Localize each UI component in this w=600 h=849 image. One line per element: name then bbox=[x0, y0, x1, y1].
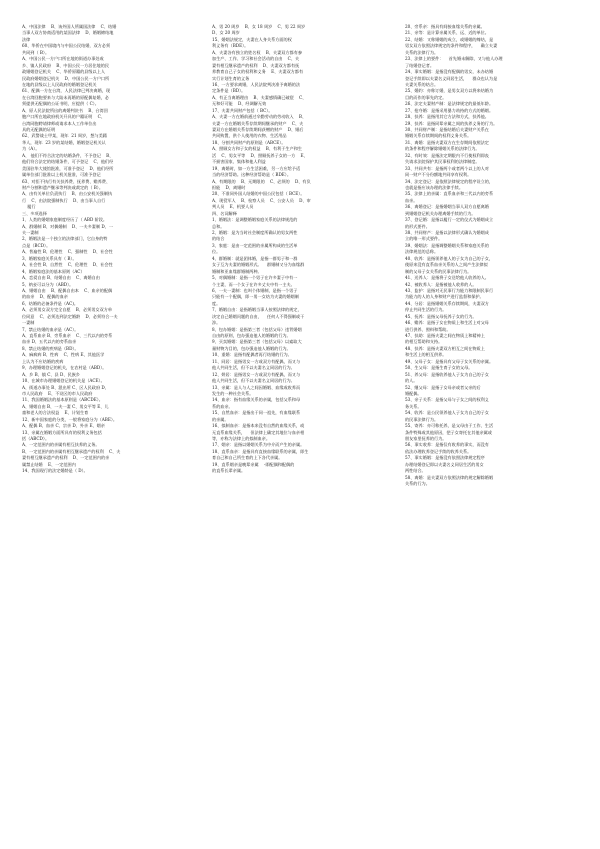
text-line: 的相互帮助和支持。 bbox=[405, 339, 443, 345]
text-line: 也就是指应该办理的法律手续。 bbox=[405, 184, 463, 190]
text-line: 8、禁止结婚的疾病是（BD）。 bbox=[22, 345, 79, 351]
text-line: 法律 bbox=[22, 36, 31, 42]
text-line: 养教育自己子女的权利和义务 E、夫妻双方都有 bbox=[212, 69, 304, 75]
text-line: 8、包办婚姻：是指第三者（包括父母）违背婚姻 bbox=[212, 326, 302, 332]
text-line: 制的父母子女关系的民事法律行为。 bbox=[405, 268, 472, 274]
text-line: 57、事实婚姻：是指没有依照法律规定程序 bbox=[405, 455, 485, 461]
text-line: 他人共同生活，但不以夫妻名义同居的行为。 bbox=[212, 378, 295, 384]
text-line: 33、共同共有：是指两个或者两个以上的人对 bbox=[405, 165, 489, 171]
text-line: 女子互为夫妻的婚姻形式。 群婚制又分为血缘群 bbox=[212, 262, 305, 268]
text-line: 2、婚姻：是为当时社会制度所确认的男女两性 bbox=[212, 230, 298, 235]
text-line: 25、婚约：亦称订婚，是男女双方以将来结婚为 bbox=[405, 88, 494, 94]
text-line: 当的经济帮助。这种经济帮助是（ BDE）。 bbox=[212, 172, 292, 178]
text-line: 3、婚姻家庭关系具有（ B）。 bbox=[22, 255, 77, 261]
text-line: 位同意 C、必须达到法定婚龄 D、必须符合一夫 bbox=[22, 313, 118, 319]
text-line: A、有正当离婚理由 B、夫妻感情确已破裂 C、 bbox=[212, 94, 307, 100]
text-line: 定条件是（BD）。 bbox=[212, 88, 246, 94]
text-column-right bbox=[405, 24, 582, 836]
text-line: 11、我国婚姻法的基本原则是（ABCDE）。 bbox=[22, 397, 103, 403]
text-line: 利义务有（BDE）。 bbox=[212, 43, 249, 49]
text-line: 11、同居：是指男女一方或双方有配偶，而又与 bbox=[212, 358, 301, 364]
text-line: 自由的原则，包办强迫他人的婚姻的行为。 bbox=[212, 333, 291, 338]
text-line: 10、重婚：是指有配偶者再行结婚的行为。 bbox=[212, 352, 292, 358]
text-line: 夫一妻制 bbox=[22, 230, 39, 235]
text-line: A、照顾女方和子女的权益 B、有利于生产和生 bbox=[212, 146, 302, 152]
text-line: 7、禁止结婚的血亲是（AC）。 bbox=[22, 326, 79, 332]
text-line: 6、结婚的必备条件是（AC)。 bbox=[22, 300, 78, 306]
text-line: 10、在城市办理婚姻登记的机关是（ACE）。 bbox=[22, 378, 105, 384]
text-line: 30、共同财产制：是指结婚后夫妻财产关系在 bbox=[405, 127, 489, 132]
text-line: 13、亲属在婚姻方面所具有的权利义务包括 bbox=[22, 429, 102, 435]
text-line: 43、监护：是指对无民事行为能力和限制民事行 bbox=[405, 287, 494, 293]
text-line: 他们符合法定的结婚条件，可予登记 C、他们经 bbox=[22, 159, 114, 165]
text-line: 48、扶养：是指夫妻双方相互之间在物质上 bbox=[405, 345, 485, 351]
text-line: A、婚姻自由 B、一夫一妻 C、男女平等 E、儿 bbox=[22, 403, 109, 409]
text-column-middle bbox=[212, 24, 388, 836]
text-line: 华人，现年 23 岁的某结婚，婚姻登记机关认 bbox=[22, 139, 106, 145]
text-line: A、中国法律 B、该外国人所属国法律 C、结婚 bbox=[22, 24, 117, 29]
text-line: 妻有相互继承遗产的权利 D、一定范围内的亲 bbox=[22, 455, 110, 461]
text-line: 14、我国现行的法定婚龄是（ D）。 bbox=[22, 468, 88, 474]
text-line: 系的血亲。 bbox=[212, 403, 233, 409]
text-line: 美国驻华大使馆批准，可准予登记 D、他们经所 bbox=[22, 165, 114, 171]
text-line: 量财物为目的，包办强迫他人婚姻的行为。 bbox=[212, 345, 291, 351]
text-line: 条件特殊或其他原因，把子女寄托在其他亲属或 bbox=[405, 429, 492, 435]
text-line: 童和老人的合法权益 E、计划生育 bbox=[22, 410, 89, 416]
text-line: 不损害国家、集体和他人利益 bbox=[212, 159, 266, 165]
text-line: 实行计划生育的义务 bbox=[212, 75, 250, 81]
text-line: 属单位部门批准以上机关批准，可准予登记 bbox=[22, 172, 101, 178]
text-line: 朋友家里抚养的行为。 bbox=[405, 436, 447, 441]
text-line: 婚制和亚血缘群婚制两种。 bbox=[212, 268, 262, 274]
text-line: 加生产、工作、学习和社会活动的自由 C、夫 bbox=[212, 56, 300, 62]
text-line: 62、武警战士甲某，现年 21 周岁，想与美籍 bbox=[22, 133, 107, 139]
text-line: 53、亲子关系：是指父母与子女之间的权利义 bbox=[405, 397, 489, 403]
text-line: 位。 bbox=[212, 249, 221, 255]
text-line: 当事人双方协商适用的某国法律 D、婚姻缔结地 bbox=[22, 30, 114, 36]
text-line: 履行 bbox=[22, 204, 36, 210]
text-line: 20、旁系亲：指具有间接血缘关系的亲属。 bbox=[405, 24, 485, 29]
text-line: 1、婚姻法：是调整婚姻家庭关系的法律规范的 bbox=[212, 217, 298, 223]
text-line: 担能 D、离婚时 bbox=[212, 184, 246, 190]
text-line: 关系的行为。 bbox=[405, 481, 430, 487]
text-line: 上认为不应结婚的疾病 bbox=[22, 358, 64, 364]
text-line: A、配偶 B、血亲 C、宗亲 D、外亲 E、姻亲 bbox=[22, 423, 105, 429]
text-line: B、一定范围内的亲属有相互继承遗产的权利 C、夫 bbox=[22, 448, 121, 454]
text-line: 夫妻关系的结合。 bbox=[405, 81, 439, 87]
text-line: 17、夫妻共同财产包括（ BC）。 bbox=[212, 107, 273, 113]
text-line: A、群婚制 B、对偶婚制 D、一夫多妻制 D、一 bbox=[22, 223, 113, 229]
text-line: 的直系长辈亲属。 bbox=[212, 468, 246, 474]
text-line: 办理结婚登记即以夫妻名义同居生活的男女 bbox=[405, 461, 484, 467]
text-line: 54、收养：是公民领养他人子女为自己的子女 bbox=[405, 410, 489, 416]
text-line: 56、事实收养：是指仅有收养的事实，而没有 bbox=[405, 442, 489, 448]
text-line: 的亲属。 bbox=[212, 416, 229, 422]
text-line: 在地的县级以上人民政府的婚姻登记机关 bbox=[22, 81, 97, 87]
text-line: 42、被收养人：是指被他人收养的人。 bbox=[405, 281, 477, 287]
text-line: 和生活上的相互供养。 bbox=[405, 352, 447, 358]
text-line: 妻有相互继承遗产的权利 D、夫妻双方都有抚 bbox=[212, 62, 300, 68]
text-line: 19、直系姻亲是晚辈亲属 -即配偶和配偶的 bbox=[212, 461, 295, 467]
text-line: 38、共同财产：是指以法律形式确认为婚姻成 bbox=[405, 230, 489, 235]
text-line: 妻双方在婚姻关系存续期间获赠的财产 D、婚后 bbox=[212, 127, 304, 132]
text-line: 判人员 E、机要人员 bbox=[212, 204, 254, 210]
text-line: 18、直系血亲：是指具有直接血缘联系的亲属，即生 bbox=[212, 448, 309, 454]
text-column-left bbox=[22, 24, 198, 836]
text-line: 63、对拒不执行有关扶养费、抚养费、赡养费、 bbox=[22, 178, 111, 184]
text-line: 14、血亲：指有血缘关系的亲属，包括父系和母 bbox=[212, 397, 301, 403]
text-line: 涉。 bbox=[212, 320, 221, 326]
text-line: 5、纳妾可以分为（ABD）。 bbox=[22, 281, 74, 287]
text-line: 失请求法院保护其民事权利的法律制度。 bbox=[405, 159, 480, 165]
text-line: A、恋爱自由 B、结婚自由 C、离婚自由 bbox=[22, 275, 100, 281]
text-line: A、 他们不符合法定的结婚条件，不予登记 B、 bbox=[22, 152, 114, 158]
text-line: 6、一夫一妻制：也叫个体婚制，是指一个男子 bbox=[212, 287, 298, 293]
text-line: 34、法定登记：是依照法律规定的程序设立的， bbox=[405, 178, 494, 184]
text-line: 21、亲等：是计算亲属关系、远、近的单位。 bbox=[405, 30, 489, 36]
text-line: 同一财产不分份额地共同享有权利。 bbox=[405, 172, 472, 178]
text-line: 12、姘居：是指男女一方或双方有配偶，而又与 bbox=[212, 371, 301, 377]
text-line: 46、赡养：是指子女在物质上和生活上对父母 bbox=[405, 320, 489, 326]
text-line: 他人共同生活，但不以夫妻名义同居的行为。 bbox=[212, 365, 295, 371]
text-line: 两性结合。 bbox=[405, 468, 426, 474]
text-line: 15、婚姻法规定，夫妻在人身关系方面的权 bbox=[212, 36, 292, 42]
text-line: 的民事法律行为。 bbox=[405, 416, 439, 422]
text-line: 50、生父母：是指生育子女的父母。 bbox=[405, 365, 473, 371]
text-line: 26、法定夫妻财产制：是法律规定的最低年龄。 bbox=[405, 101, 494, 107]
text-line: 等，亦称为法律上的拟制血亲。 bbox=[212, 436, 270, 441]
text-line: 16、一方要求离婚，人民法院判决准予离婚的法 bbox=[212, 81, 301, 87]
text-line: 的条件和程序解除婚姻关系的法律行为。 bbox=[405, 146, 480, 152]
text-line: 1、人类的婚姻家庭制度经历了（ ABD 阶段。 bbox=[22, 217, 108, 223]
text-line: 23、法律上的要件： 首先婚未解除，又与他人办理 bbox=[405, 56, 503, 62]
text-line: 市人民政府 E、不设区的市人民政府 bbox=[22, 390, 93, 396]
text-line: 进行供养、照料和帮助。 bbox=[405, 326, 451, 332]
text-line: A、由有关单位负责执行 B、由公安机关强制执 bbox=[22, 191, 112, 197]
text-line: D、女 20 周岁 bbox=[212, 30, 240, 36]
text-line: 52、继父母：是指子女母亲或者父亲的后 bbox=[405, 384, 481, 390]
text-line: A、夫妻一方在婚前通过辛勤劳动的劳动收入 B、 bbox=[212, 114, 307, 120]
text-line: 具的无配偶的证明 bbox=[22, 127, 56, 132]
text-line: 40、收养：是指领养他人的子女为自己的子女， bbox=[405, 255, 494, 261]
text-line: 立的唯一形式要件。 bbox=[405, 236, 443, 242]
text-line: 39、婚姻法：是指调整婚姻关系和家庭关系的 bbox=[405, 242, 489, 248]
text-line: 61、配偶一方在台湾，人民法律已判决离婚，现 bbox=[22, 88, 111, 94]
text-line: A、现役军人 B、检察人员 C、公安人员 D、审 bbox=[212, 197, 311, 203]
text-line: 在台湾回胞要来与大陆未再婚的原配偶复婚，必 bbox=[22, 94, 109, 100]
text-line: A、乡 B、镇 C、县 D、民族乡 bbox=[22, 371, 80, 377]
text-line: A、普遍性 B、伦理性 C、强制性 D、社会性 bbox=[22, 249, 113, 255]
text-line: 民政府婚姻登记机关 D、中国公民一方户口所 bbox=[22, 75, 110, 81]
text-line: 共同到（ B）。 bbox=[22, 49, 50, 55]
text-line: 5、对偶婚制：是指一个男子在许多妻子中有一 bbox=[212, 275, 298, 281]
text-line: 60、华侨在中国境内与中国公民结婚，双方必须 bbox=[22, 43, 111, 49]
text-line: 乡、镇人民政府 B、中国公民一方居住地的民 bbox=[22, 62, 109, 68]
text-line: 关系的法律行为。 bbox=[405, 49, 439, 55]
text-line: 停止共同生活的行为。 bbox=[405, 307, 447, 313]
text-line: A、社会性 B、自然性 C、伦理性 D、社会性 bbox=[22, 262, 113, 268]
text-line: 45、抚养：是指父母抚养子女的行为。 bbox=[405, 313, 477, 319]
text-line: 财产分割和遗产继承等判决或裁定的（ B）。 bbox=[22, 184, 103, 190]
text-line: A、婚姻自由 B、配偶自由本 C、血亲的配偶 bbox=[22, 287, 113, 293]
text-line: 4、婚姻家庭法的基本原则（AC） bbox=[22, 268, 85, 274]
text-line: 19、离婚时，如一方生活困难，另一方应给予适 bbox=[212, 165, 301, 171]
text-line: 胞户口所在地政府机关开具的户籍证明 C、 bbox=[22, 114, 105, 120]
text-line: 政婚姻登记机关 C、华侨原籍的县级以上人 bbox=[22, 69, 105, 75]
text-line: 为（A）。 bbox=[22, 146, 40, 152]
text-line: 3、家庭：是由一定范围的亲属所构成的生活单 bbox=[212, 242, 298, 248]
text-line: 须提供无配偶的公证书明，应提供（ C）。 bbox=[22, 101, 99, 107]
text-line: 9、买卖婚姻：是指第三者（包括父母）以索取大 bbox=[212, 339, 302, 345]
text-line: 婚配偶。 bbox=[405, 390, 422, 396]
text-line: 4、群婚制：就是团体婚，是指一群男子和一群 bbox=[212, 255, 298, 261]
text-line: 共同购置，供个人使用的衣物、生活用品 bbox=[212, 133, 287, 139]
text-line: 无和好可能 D、经调解无效 bbox=[212, 101, 267, 107]
text-line: A、有期限的 B、无期限的 C、必须的 D、有负 bbox=[212, 178, 311, 184]
text-line: A、必须男女双方完全自愿 B、必须男女双方单 bbox=[22, 307, 112, 313]
text-line: 度。 bbox=[212, 300, 221, 306]
text-line: 个主妻，而一个女子在许多丈夫中有一主夫。 bbox=[212, 281, 295, 287]
text-line: A、夫妻各有独立的姓名权 B、夫妻双方都有参 bbox=[212, 49, 302, 55]
text-line: 28、扶养：是指用其它方法和方式，扶养他。 bbox=[405, 114, 489, 120]
text-line: 育自己和自己所生育的上下各代亲属。 bbox=[212, 455, 283, 461]
text-line: A、街道办事处 B、派出所 C、区人民政府 D、 bbox=[22, 384, 109, 390]
document-page bbox=[22, 24, 582, 836]
text-line: 18、分割共同财产的原则是（ABCE）。 bbox=[212, 139, 286, 145]
text-line: 四、名词解释 bbox=[212, 210, 237, 216]
text-line: 为能力的人的人身和财产进行监督和保护。 bbox=[405, 294, 484, 300]
text-line: 27、抢夺婚：是指采用暴力劫持的方式的婚姻。 bbox=[405, 107, 494, 113]
text-line: 点是（BCD）。 bbox=[22, 242, 51, 248]
text-line: 29、扶养：是指同辈亲属之间的扶养义务的行为。 bbox=[405, 120, 498, 126]
text-line: A、原人民法院所出的离婚判决书 B、台湾回 bbox=[22, 107, 108, 113]
text-line: 到婚姻登记机关办理离婚手续的行为。 bbox=[405, 210, 476, 216]
text-line: 20、不准同外国人结婚的中国公民包括（ BCE）。 bbox=[212, 191, 305, 197]
text-line: 的结合 bbox=[212, 236, 225, 242]
text-line: 24、事实婚姻：是指没有配偶的男女，未办结婚 bbox=[405, 69, 494, 75]
text-line: 的血亲 D、配偶的血亲 bbox=[22, 294, 68, 300]
text-line: 法律规范的总称。 bbox=[405, 249, 439, 255]
text-line: 务关系。 bbox=[405, 403, 422, 409]
text-line: 16、拟制血亲：是指本来没有自然的血缘关系，或 bbox=[212, 423, 305, 429]
text-line: 使原来没有直系血亲关系的人之间产生法律拟 bbox=[405, 262, 488, 268]
text-line: 依法办理收养登记手续的收养关系。 bbox=[405, 448, 472, 454]
text-line: 台湾同胞聘请律师或请求本人工作单位出 bbox=[22, 120, 97, 126]
text-line: 17、姻亲：是指以婚姻关系为中介而产生的亲属。 bbox=[212, 442, 305, 448]
text-line: 37、登记婚：是指以履行一定的仪式为婚姻成立 bbox=[405, 217, 494, 223]
text-line: 41、送养人：是指将子女送给他人收养的人。 bbox=[405, 275, 489, 281]
text-line: 13、亲属：是人与人之间因婚姻、血缘或收养而 bbox=[212, 384, 301, 390]
text-line: 行 C、由法院强制执行 D、由当事人自行 bbox=[22, 197, 106, 203]
text-line: 9、办理婚姻登记的机关，在农村是（ABD）。 bbox=[22, 365, 107, 371]
text-line: 35、法律上的亲属：直系血亲和三代以内的旁系 bbox=[405, 191, 494, 197]
text-line: A、麻疯病 B、性病 C、性病 E、其他医学 bbox=[22, 352, 105, 358]
text-line: 15、自然血亲：是指出于同一祖先，有血缘联系 bbox=[212, 410, 301, 416]
text-line: 7、婚姻自由：是指婚姻当事人按照法律的规定， bbox=[212, 307, 302, 313]
text-line: 只能有一个配偶，即一男一女结为夫妻的婚姻制 bbox=[212, 294, 299, 300]
text-line: 总和。 bbox=[212, 223, 225, 229]
text-line: 51、养父母：是指收养他人子女为自己的子女 bbox=[405, 371, 489, 377]
text-line: 了结婚登记者。 bbox=[405, 62, 434, 68]
text-line: 12、新中国家庭的分类，一般将家庭分为（ABE）。 bbox=[22, 416, 118, 422]
text-line: 2、婚姻法是一个独立的法律部门，它自身的特 bbox=[22, 236, 108, 242]
text-line: 55、寄养：亦可称托养，是父母由于工作、生活 bbox=[405, 423, 494, 429]
text-line: 58、离婚：是夫妻双方依照法律的规定解除婚姻 bbox=[405, 474, 494, 480]
text-line: 婚姻关系存续期间的权利义务关系。 bbox=[405, 133, 472, 139]
text-line: 属禁止结婚 E、一定范围内 bbox=[22, 461, 76, 467]
text-line: 目的而作的事先约定。 bbox=[405, 94, 447, 100]
text-line: 47、扶助：是指夫妻之间在物质上和精神上 bbox=[405, 333, 485, 338]
text-line: 登记手续即以夫妻名义同居生活， 群众也认为是 bbox=[405, 75, 498, 81]
text-line: 32、有时效：是指法定期限内不行使权利即丧 bbox=[405, 152, 489, 158]
text-line: 三、多项选择 bbox=[22, 210, 47, 216]
text-line: 一妻制 bbox=[22, 320, 35, 326]
text-line: 31、离婚：是指夫妻双方在生存期间依照法定 bbox=[405, 139, 489, 145]
text-line: 49、父母子女：是指具有父母子女关系的亲属。 bbox=[405, 358, 494, 364]
text-line: 44、分居：是指婚姻关系存续期间，夫妻双方 bbox=[405, 300, 489, 306]
text-line: 发生的一种社会关系。 bbox=[212, 390, 254, 396]
text-line: 决定自己婚姻问题的自由， 任何人不得强制或干 bbox=[212, 313, 305, 319]
text-line: 括（ABCD）。 bbox=[22, 436, 50, 441]
text-line: 活 C、男女平等 D、照顾抚养子女的一方 E、 bbox=[212, 152, 308, 158]
text-line: A、一定范围内的亲属有相互扶养的义务。 bbox=[22, 442, 100, 448]
text-line: 36、离婚登记：是指婚姻当事人双方自愿离婚 bbox=[405, 204, 489, 210]
text-line: 的人。 bbox=[405, 378, 418, 384]
text-line: 无直系血缘关系， 但法律上确定其地位与血亲相 bbox=[212, 429, 305, 435]
text-line: 夫妻一方在婚姻关系存续期间继承的财产 C、夫 bbox=[212, 120, 304, 126]
text-line: A、男 20 周岁 B、女 18 周岁 C、男 22 周岁 bbox=[212, 24, 306, 29]
text-line: 的形式要件。 bbox=[405, 223, 430, 229]
text-line: A、直系血亲 B、旁系血亲 C、三代以内的旁系 bbox=[22, 333, 113, 338]
text-line: 血亲。 bbox=[405, 197, 418, 203]
text-line: A、中国公民一方户口所在地的街道办事处或 bbox=[22, 56, 104, 62]
text-line: 男女双方依照法律规定的条件和程序， 确立夫妻 bbox=[405, 43, 498, 49]
text-line: 22、结婚：又称婚姻的成立，或婚姻的缔结，是 bbox=[405, 36, 494, 42]
text-line: 血亲 D、五代以内的旁系血亲 bbox=[22, 339, 77, 345]
